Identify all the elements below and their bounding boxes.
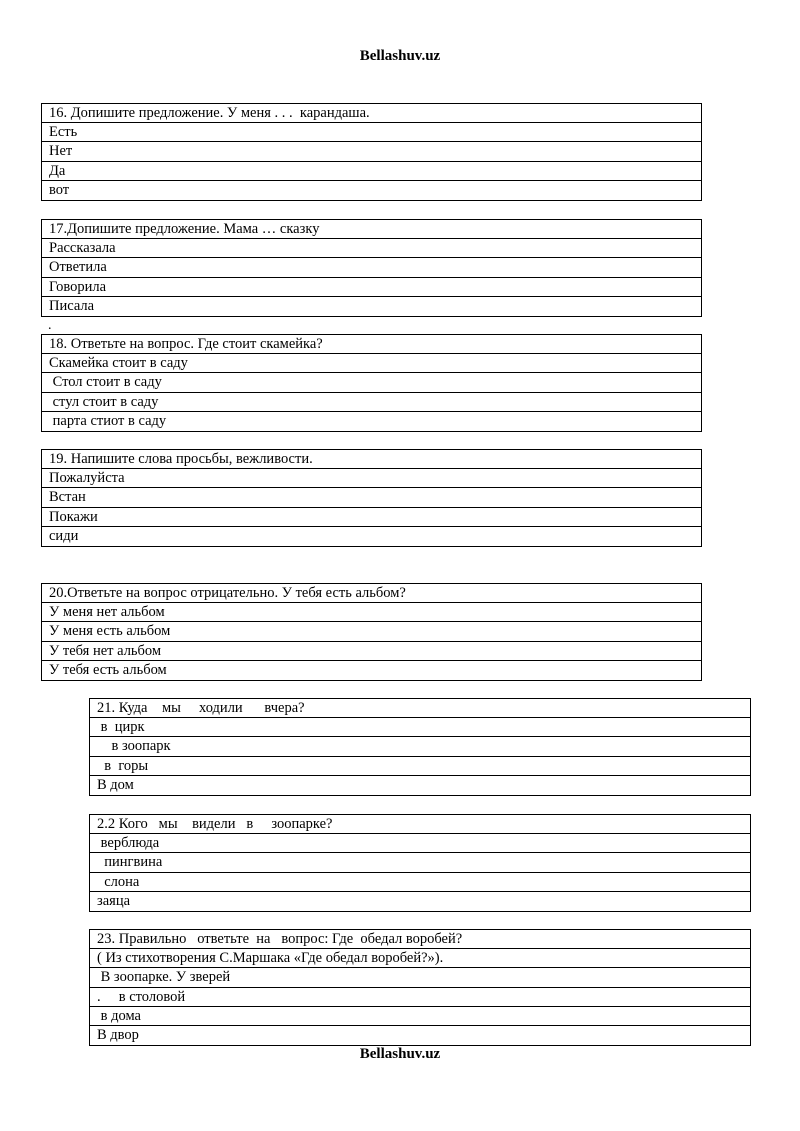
question-17-option-3[interactable]: Говорила [42,278,701,297]
question-16-table [41,103,702,201]
question-19-text: 19. Напишите слова просьбы, вежливости. [42,450,701,469]
question-16-option-3[interactable]: Да [42,162,701,181]
site-footer: Bellashuv.uz [359,1046,441,1062]
question-22-option-3[interactable]: слона [90,873,750,892]
question-19-option-2[interactable]: Встан [42,488,701,507]
question-22-option-4[interactable]: заяца [97,892,131,909]
question-19-option-1[interactable]: Пожалуйста [42,469,701,488]
question-18-option-4[interactable]: парта стиот в саду [49,412,167,429]
question-21-table [89,698,751,796]
question-19-table [41,449,702,547]
question-21-text: 21. Куда мы ходили вчера? [90,699,750,718]
stray-dot: . [48,318,52,333]
question-20-option-4[interactable]: У тебя есть альбом [49,661,167,678]
question-21-option-1[interactable]: в цирк [90,718,750,737]
question-17-option-2[interactable]: Ответила [42,258,701,277]
question-20-table [41,583,702,681]
question-23-subline: ( Из стихотворения С.Маршака «Где обедал воробей?»). [90,949,750,968]
question-21-option-2[interactable]: в зоопарк [90,737,750,756]
question-21-option-4[interactable]: В дом [97,776,134,793]
question-19-option-3[interactable]: Покажи [42,508,701,527]
question-20-option-3[interactable]: У тебя нет альбом [42,642,701,661]
question-18-option-3[interactable]: стул стоит в саду [42,393,701,412]
question-23-option-3[interactable]: в дома [90,1007,750,1026]
question-18-table [41,334,702,432]
question-23-option-4[interactable]: В двор [97,1026,139,1043]
question-16-option-4[interactable]: вот [49,181,70,198]
question-23-table [89,929,751,1046]
question-17-text: 17.Допишите предложение. Мама … сказку [42,220,701,239]
question-22-table [89,814,751,912]
question-21-option-3[interactable]: в горы [90,757,750,776]
question-20-option-2[interactable]: У меня есть альбом [42,622,701,641]
question-23-text: 23. Правильно ответьте на вопрос: Где обедал воробей? [90,930,750,949]
question-17-option-1[interactable]: Рассказала [42,239,701,258]
question-23-option-2[interactable]: . в столовой [90,988,750,1007]
question-16-text: 16. Допишите предложение. У меня . . . карандаша. [42,104,701,123]
question-18-option-2[interactable]: Стол стоит в саду [42,373,701,392]
question-23-option-1[interactable]: В зоопарке. У зверей [90,968,750,987]
question-20-text: 20.Ответьте на вопрос отрицательно. У тебя есть альбом? [42,584,701,603]
question-20-option-1[interactable]: У меня нет альбом [42,603,701,622]
question-17-option-4[interactable]: Писала [49,297,95,314]
question-22-option-1[interactable]: верблюда [90,834,750,853]
question-18-text: 18. Ответьте на вопрос. Где стоит скамейка? [42,335,701,354]
question-16-option-1[interactable]: Есть [42,123,701,142]
question-17-table [41,219,702,317]
question-22-text: 2.2 Кого мы видели в зоопарке? [90,815,750,834]
question-16-option-2[interactable]: Нет [42,142,701,161]
question-22-option-2[interactable]: пингвина [90,853,750,872]
question-18-option-1[interactable]: Скамейка стоит в саду [42,354,701,373]
question-19-option-4[interactable]: сиди [49,527,79,544]
site-header: Bellashuv.uz [359,48,441,64]
